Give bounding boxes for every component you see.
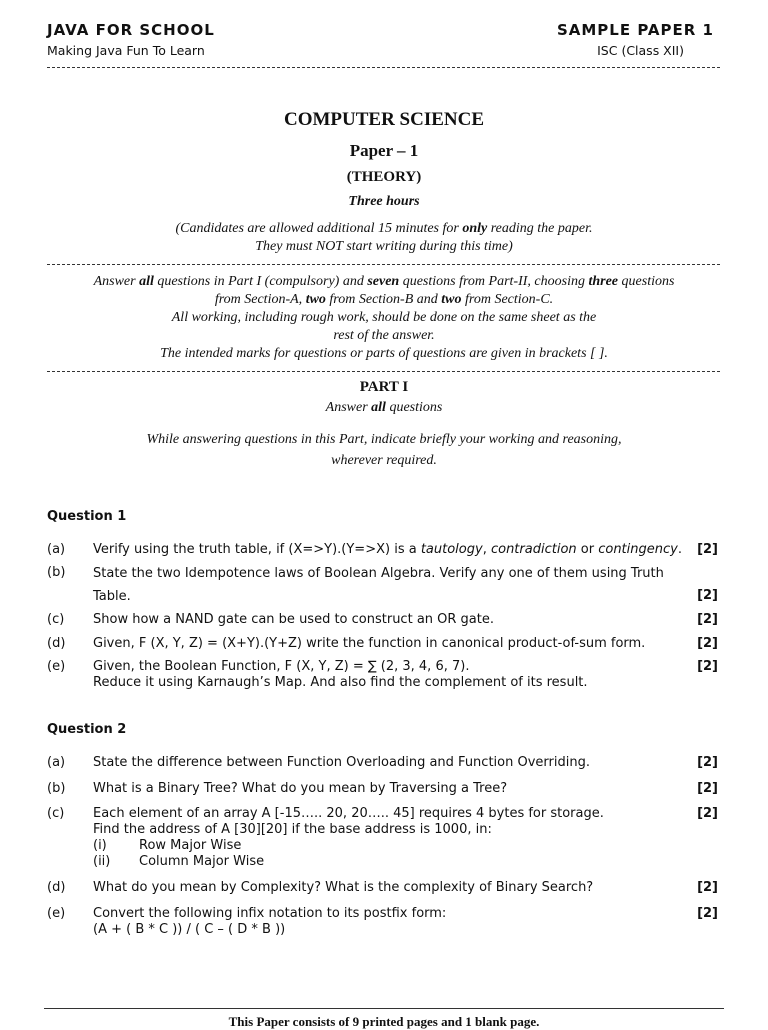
question-marks: [2] xyxy=(697,755,718,770)
question-text: Verify using the truth table, if (X=>Y).(Y=>X) is a tautology, contradiction or contingency. xyxy=(93,542,682,557)
instructions-line-2: from Section-A, two from Section-B and two from Section-C. xyxy=(214,292,554,307)
header-divider xyxy=(47,67,720,68)
question-text: Given, F (X, Y, Z) = (X+Y).(Y+Z) write the function in canonical product-of-sum form. xyxy=(93,636,646,651)
question-label: (a) xyxy=(47,755,66,770)
question-text: State the two Idempotence laws of Boolean Algebra. Verify any one of them using Truth Table. xyxy=(93,566,664,604)
part-heading: PART I xyxy=(359,379,409,395)
question-2a xyxy=(47,755,720,771)
paper-duration: Three hours xyxy=(348,194,420,209)
instructions-line-3: All working, including rough work, should be done on the same sheet as the xyxy=(171,310,597,325)
instructions-divider-top xyxy=(47,264,720,265)
question-text: What is a Binary Tree? What do you mean by Traversing a Tree? xyxy=(93,781,508,796)
question-2-heading: Question 2 xyxy=(47,722,127,737)
question-1d xyxy=(47,636,720,652)
paper-type: (THEORY) xyxy=(346,169,422,185)
question-1e xyxy=(47,659,720,691)
option-text: Column Major Wise xyxy=(139,854,265,869)
question-text: What do you mean by Complexity? What is the complexity of Binary Search? xyxy=(93,880,594,895)
question-label: (e) xyxy=(47,659,66,674)
question-marks: [2] xyxy=(697,636,718,651)
question-2c-option-ii xyxy=(93,854,264,870)
footer-divider xyxy=(44,1008,724,1009)
question-marks: [2] xyxy=(697,588,718,603)
question-1b xyxy=(47,565,720,605)
instructions-divider-bottom xyxy=(47,371,720,372)
footer-page-count: This Paper consists of 9 printed pages and 1 blank page. xyxy=(228,1014,540,1029)
question-marks: [2] xyxy=(697,906,718,921)
question-text: State the difference between Function Overloading and Function Overriding. xyxy=(93,755,590,770)
paper-number: Paper – 1 xyxy=(349,141,419,160)
question-label: (b) xyxy=(47,565,66,580)
instructions-line-4: rest of the answer. xyxy=(333,328,435,343)
question-text: Show how a NAND gate can be used to construct an OR gate. xyxy=(93,612,494,627)
header-class-label: ISC (Class XII) xyxy=(597,43,684,58)
question-marks: [2] xyxy=(697,880,718,895)
question-2d xyxy=(47,880,720,896)
instructions-line-5: The intended marks for questions or parts of questions are given in brackets [ ]. xyxy=(160,346,608,361)
question-text: Each element of an array A [-15….. 20, 20….. 45] requires 4 bytes for storage. Find the address of A [30][20] if the base address is 1000, in: xyxy=(93,806,604,837)
part-note-line-1: While answering questions in this Part, indicate briefly your working and reasoning, xyxy=(146,432,622,447)
header-paper-title: SAMPLE PAPER 1 xyxy=(556,21,714,39)
question-label: (e) xyxy=(47,906,66,921)
question-label: (c) xyxy=(47,806,65,821)
question-1-heading: Question 1 xyxy=(47,509,127,524)
question-1c xyxy=(47,612,720,628)
question-marks: [2] xyxy=(697,659,718,674)
question-label: (a) xyxy=(47,542,66,557)
question-1a xyxy=(47,542,720,558)
option-text: Row Major Wise xyxy=(139,838,242,853)
question-text: Given, the Boolean Function, F (X, Y, Z) = ∑ (2, 3, 4, 6, 7). Reduce it using Karnaugh’s Map. And also find the complement of its result. xyxy=(93,659,588,690)
option-label: (ii) xyxy=(93,854,111,869)
question-marks: [2] xyxy=(697,806,718,821)
question-2c-option-i xyxy=(93,838,241,854)
question-2e xyxy=(47,906,720,938)
question-label: (d) xyxy=(47,636,66,651)
header-brand-title: JAVA FOR SCHOOL xyxy=(47,21,215,39)
question-text: Convert the following infix notation to its postfix form: (A + ( B * C )) / ( C – ( D * B )) xyxy=(93,906,447,937)
question-label: (c) xyxy=(47,612,65,627)
question-marks: [2] xyxy=(697,542,718,557)
question-label: (d) xyxy=(47,880,66,895)
question-2b xyxy=(47,781,720,797)
time-note-line-2: They must NOT start writing during this time) xyxy=(255,239,513,254)
option-label: (i) xyxy=(93,838,107,853)
time-note-line-1: (Candidates are allowed additional 15 minutes for only reading the paper. xyxy=(175,221,593,236)
subject-title: COMPUTER SCIENCE xyxy=(283,109,485,130)
question-marks: [2] xyxy=(697,612,718,627)
header-brand-tagline: Making Java Fun To Learn xyxy=(47,43,205,58)
question-marks: [2] xyxy=(697,781,718,796)
part-subheading: Answer all questions xyxy=(325,400,443,415)
instructions-line-1: Answer all questions in Part I (compulsory) and seven questions from Part-II, choosing three questions xyxy=(93,274,675,289)
part-note-line-2: wherever required. xyxy=(331,453,437,468)
question-label: (b) xyxy=(47,781,66,796)
